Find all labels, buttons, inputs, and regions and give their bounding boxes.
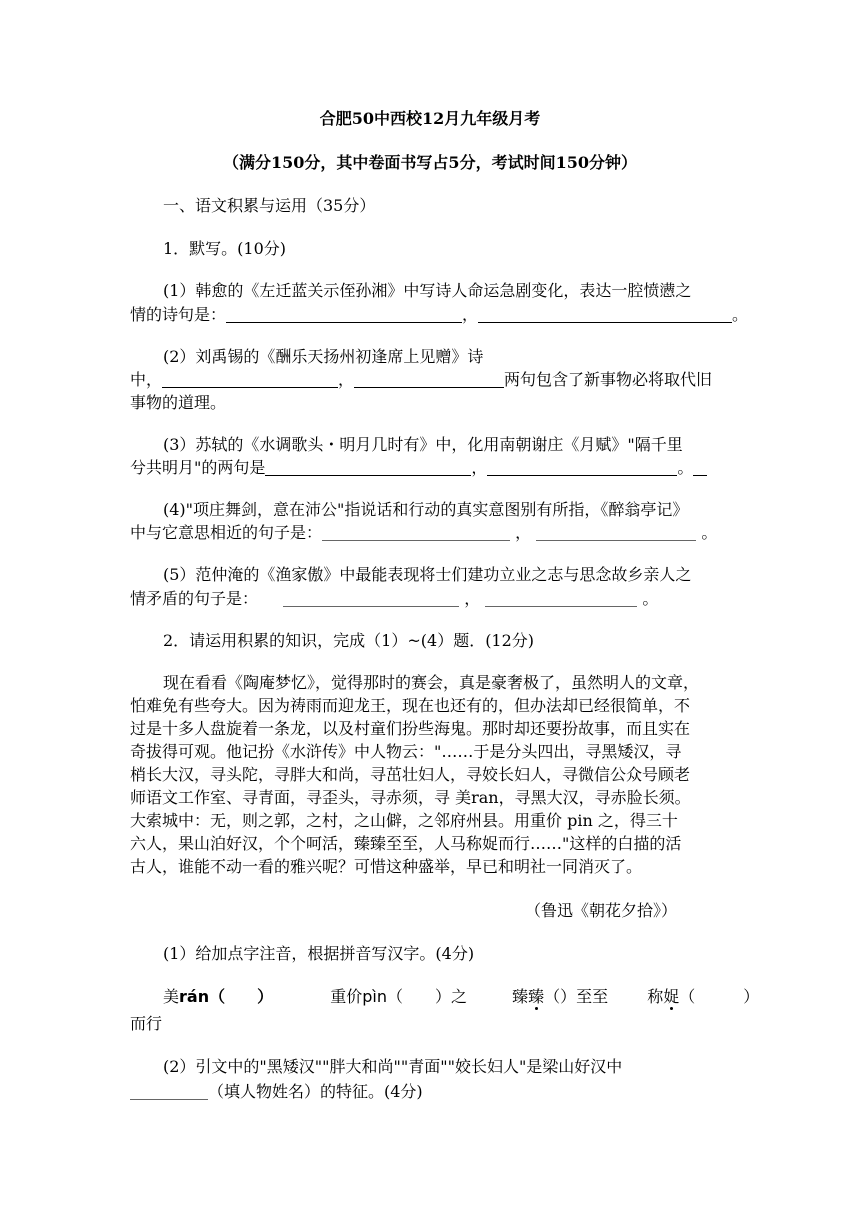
answer-blank[interactable] xyxy=(226,306,462,323)
answer-blank[interactable]: pìn（ ）之 xyxy=(362,987,467,1006)
q1-part2-prompt: 中， xyxy=(130,370,163,389)
passage-line: 古人，谁能不动一看的雅兴呢？可惜这种盛举，早已和明社一同消灭了。 xyxy=(130,857,643,876)
comma: ， xyxy=(464,589,481,608)
passage-line: 现在看看《陶庵梦忆》，觉得那时的赛会，真是豪奢极了，虽然明人的文章， xyxy=(163,673,700,692)
section-heading: 一、语文积累与运用（35分） xyxy=(163,196,376,215)
item-1: 美rán（ ） xyxy=(163,987,274,1006)
passage-source: （鲁迅《朝花夕拾》） xyxy=(525,901,678,920)
answer-blank[interactable] xyxy=(354,371,504,388)
answer-blank[interactable] xyxy=(487,459,677,476)
passage-line: 过是十多人盘旋着一条龙，以及村童们扮些海鬼。那时却还要扮故事，而且实在 xyxy=(130,719,691,738)
period: 。 xyxy=(701,523,718,542)
item-3: 臻臻（）至至 xyxy=(512,987,609,1006)
exam-title: 合肥50中西校12月九年级月考 xyxy=(319,109,541,128)
passage-line: 梢长大汉，寻头陀，寻胖大和尚，寻茁壮妇人，寻姣长妇人，寻微信公众号顾老 xyxy=(130,765,691,784)
sub-question-1-label: (1）给加点字注音，根据拼音写汉字。(4分) xyxy=(163,944,475,963)
q1-part2-line3: 事物的道理。 xyxy=(130,393,227,412)
passage-line: 大索城中：无，则之郭，之村，之山僻，之邻府州县。用重价 pin 之，得三十 xyxy=(130,811,678,830)
passage-line: 怕难免有些夸大。因为祷雨而迎龙王，现在也还有的，但办法却已经很简单，不 xyxy=(130,696,691,715)
q1-part2-line1: (2）刘禹锡的《酬乐天扬州初逢席上见赠》诗 xyxy=(163,347,484,366)
q1-part1-line1: (1）韩愈的《左迁蓝关示侄孙湘》中写诗人命运急剧变化，表达一腔愤懑之 xyxy=(163,281,692,300)
period: 。 xyxy=(732,305,749,324)
answer-blank[interactable] xyxy=(536,524,696,541)
q1-part4-line1: (4)"项庄舞剑，意在沛公"指说话和行动的真实意图别有所指，《醉翁亭记》 xyxy=(163,500,689,519)
answer-blank[interactable] xyxy=(478,306,732,323)
answer-blank[interactable] xyxy=(162,371,338,388)
q1-part5-line2 xyxy=(130,586,658,609)
passage-line: 奇拔得可观。他记扮《水浒传》中人物云："……于是分头四出，寻黑矮汉，寻 xyxy=(130,742,682,761)
answer-blank[interactable]: （）至至 xyxy=(544,987,609,1006)
q1-part4-line2 xyxy=(130,520,717,543)
question-2-label: 2．请运用积累的知识，完成（1）~(4）题．(12分) xyxy=(163,631,535,650)
pinyin-items-row xyxy=(163,984,759,1007)
passage-line: 六人，果山泊好汉，个个呵活，臻臻至至，人马称娖而行……"这样的白描的活 xyxy=(130,834,682,853)
question-1-label: 1．默写。(10分) xyxy=(163,239,287,258)
sub-question-2-tail: （填人物姓名）的特征。(4分) xyxy=(208,1082,423,1101)
pinyin-item-4-tail: 而行 xyxy=(130,1014,163,1033)
period: 。 xyxy=(642,589,659,608)
q1-part1-line2 xyxy=(130,302,748,325)
answer-blank[interactable] xyxy=(485,590,637,607)
sub-question-2-line1: (2）引文中的"黑矮汉""胖大和尚""青面""姣长妇人"是梁山好汉中 xyxy=(163,1057,623,1076)
q1-part4-prompt: 中与它意思相近的句子是： xyxy=(130,523,323,542)
q1-part3-line1: (3）苏轼的《水调歌头・明月几时有》中，化用南朝谢庄《月赋》"隔千里 xyxy=(163,435,683,454)
q1-part2-line2 xyxy=(130,367,712,390)
answer-blank[interactable]: （ ） xyxy=(679,987,760,1006)
underline-tail xyxy=(693,459,707,476)
dotted-char: 臻 xyxy=(528,987,545,1006)
q1-part5-line1: (5）范仲淹的《渔家傲》中最能表现将士们建功立业之志与思念故乡亲人之 xyxy=(163,565,692,584)
answer-blank[interactable] xyxy=(283,590,459,607)
exam-subtitle: （满分150分，其中卷面书写占5分，考试时间150分钟） xyxy=(223,153,637,172)
comma: ， xyxy=(515,523,532,542)
item-2: 重价pìn（ ）之 xyxy=(330,987,467,1006)
answer-blank[interactable] xyxy=(322,524,510,541)
passage-line: 师语文工作室、寻青面，寻歪头，寻赤须，寻 美ran，寻黑大汉，寻赤脸长须。 xyxy=(130,788,691,807)
comma: ， xyxy=(338,370,355,389)
comma: ， xyxy=(471,458,488,477)
q1-part2-tail: 两句包含了新事物必将取代旧 xyxy=(504,370,713,389)
period: 。 xyxy=(677,458,694,477)
q1-part3-prompt: 兮共明月"的两句是 xyxy=(130,458,266,477)
answer-blank[interactable] xyxy=(130,1083,208,1100)
answer-blank[interactable] xyxy=(265,459,471,476)
q1-part1-prompt: 情的诗句是： xyxy=(130,305,227,324)
item-4: 称娖（ ） xyxy=(647,987,760,1006)
answer-blank[interactable]: rán（ ） xyxy=(179,987,274,1006)
dotted-char: 娖 xyxy=(663,987,680,1006)
comma: ， xyxy=(462,305,479,324)
q1-part5-prompt: 情矛盾的句子是： xyxy=(130,589,259,608)
q1-part3-line2 xyxy=(130,455,707,478)
sub-question-2-line2 xyxy=(130,1079,423,1102)
